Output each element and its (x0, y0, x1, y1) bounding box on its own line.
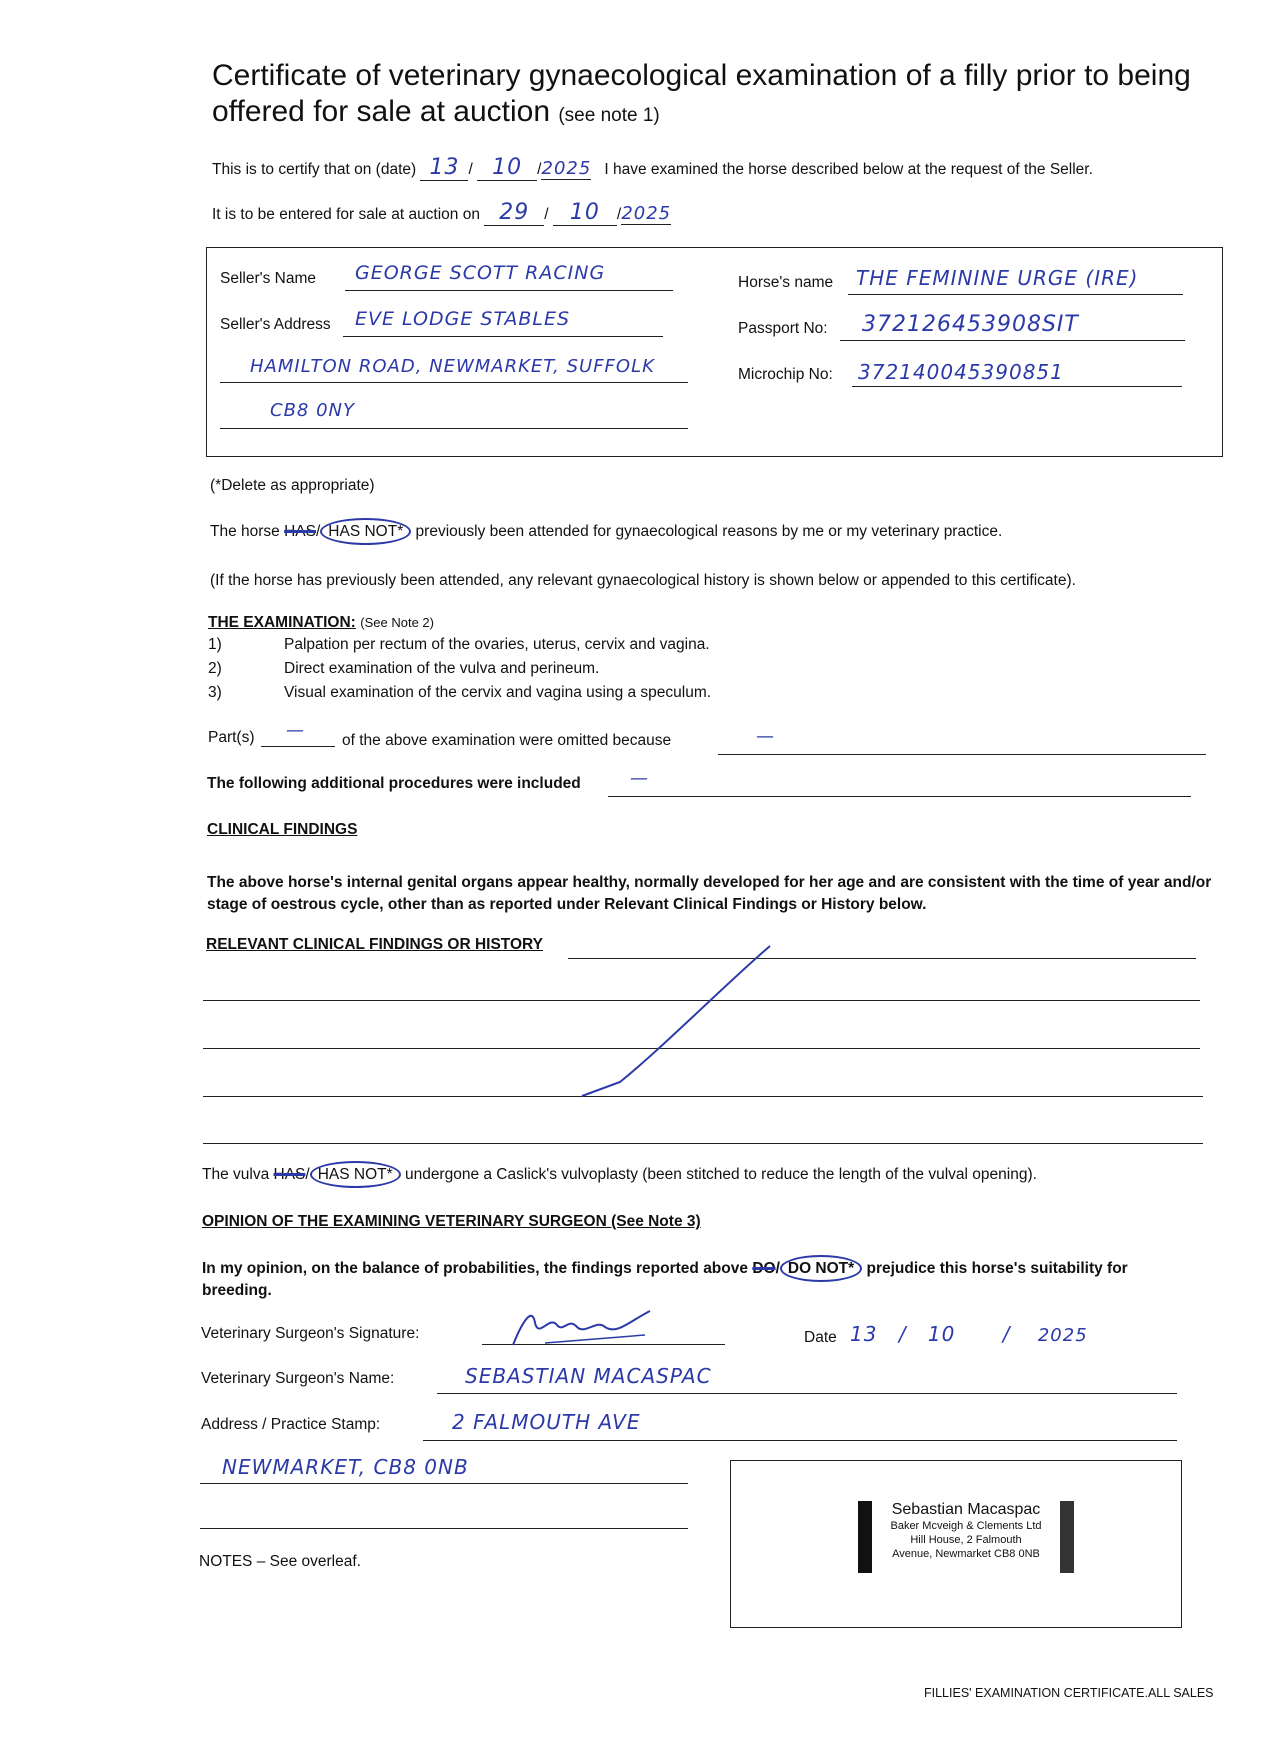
vulva-has-option[interactable]: HAS (273, 1166, 306, 1183)
title-text: Certificate of veterinary gynaecological examination of a filly prior to being offered for sale at auction (212, 59, 1191, 128)
vulva-has-not-option[interactable]: HAS NOT* (310, 1161, 401, 1188)
parts-label: Part(s) (208, 729, 255, 746)
date-label: Date (804, 1329, 837, 1346)
surgeon-name-label: Veterinary Surgeon's Name: (201, 1370, 395, 1387)
additional-value[interactable]: — (630, 768, 649, 789)
surgeon-address-line1[interactable]: 2 FALMOUTH AVE (452, 1410, 641, 1434)
horse-name-value[interactable]: THE FEMININE URGE (IRE) (856, 266, 1139, 290)
vulva-line: The vulva HAS/ HAS NOT* undergone a Caslick's vulvoplasty (been stitched to reduce the length of the vulval opening). (202, 1166, 1232, 1184)
seller-address-line3[interactable]: CB8 0NY (270, 400, 356, 421)
horse-name-label: Horse's name (738, 274, 834, 291)
findings-line[interactable] (203, 1143, 1203, 1144)
examination-heading: THE EXAMINATION: (See Note 2) (208, 614, 434, 631)
stamp-name: Sebastian Macaspac (891, 1501, 1041, 1518)
microchip-label: Microchip No: (738, 366, 833, 383)
exam-item: 2) Direct examination of the vulva and perineum. (208, 660, 600, 677)
stamp-line1: Baker Mcveigh & Clements Ltd (890, 1520, 1042, 1532)
page-title (212, 58, 1232, 134)
attended-line: The horse HAS/ HAS NOT* previously been attended for gynaecological reasons by me or my veterinary practice. (210, 523, 1230, 541)
clinical-statement: The above horse's internal genital organs appear healthy, normally developed for her age and are consistent with the time of year and/or stage of oestrous cycle, other than as reported under Relevant Clinical Findings or History below. (207, 874, 1212, 913)
clinical-heading: CLINICAL FINDINGS (207, 821, 358, 838)
history-note: (If the horse has previously been attended, any relevant gynaecological history is shown below or appended to this certificate). (210, 572, 1076, 589)
surgeon-address-line2[interactable]: NEWMARKET, CB8 0NB (222, 1455, 469, 1479)
practice-stamp (858, 1501, 1074, 1573)
auction-prefix: It is to be entered for sale at auction on (212, 206, 480, 223)
surgeon-address-label: Address / Practice Stamp: (201, 1416, 381, 1433)
attended-has-not-option[interactable]: HAS NOT* (320, 518, 411, 545)
seller-address-line2[interactable]: HAMILTON ROAD, NEWMARKET, SUFFOLK (250, 356, 655, 377)
title-note: (see note 1) (558, 105, 660, 126)
notes: NOTES – See overleaf. (199, 1553, 361, 1570)
stamp-line3: Avenue, Newmarket CB8 0NB (892, 1548, 1040, 1560)
auction-day[interactable]: 29 (484, 200, 544, 226)
parts-value[interactable]: — (286, 720, 305, 741)
delete-note: (*Delete as appropriate) (210, 477, 375, 494)
exam-item: 3) Visual examination of the cervix and vagina using a speculum. (208, 684, 712, 701)
seller-name-label: Seller's Name (220, 270, 316, 287)
certify-line: This is to certify that on (date) 13 / 10 /2025 I have examined the horse described below at the request of the Seller. (212, 155, 1093, 180)
opinion-do-option[interactable]: DO (752, 1260, 776, 1277)
opinion-heading: OPINION OF THE EXAMINING VETERINARY SURGEON (See Note 3) (202, 1213, 701, 1230)
seller-name-value[interactable]: GEORGE SCOTT RACING (355, 262, 606, 284)
auction-line: It is to be entered for sale at auction on 29 / 10 /2025 (212, 200, 672, 225)
signature-label: Veterinary Surgeon's Signature: (201, 1325, 420, 1342)
signature-icon[interactable] (505, 1305, 655, 1350)
attended-has-option[interactable]: HAS (284, 523, 316, 540)
stamp-line2: Hill House, 2 Falmouth (910, 1534, 1022, 1546)
auction-year[interactable]: 2025 (621, 203, 672, 224)
auction-month[interactable]: 10 (553, 200, 617, 226)
exam-month[interactable]: 10 (477, 155, 537, 181)
certify-suffix: I have examined the horse described below at the request of the Seller. (604, 161, 1093, 178)
seller-address-label: Seller's Address (220, 316, 331, 333)
exam-year[interactable]: 2025 (541, 158, 592, 179)
footer: FILLIES' EXAMINATION CERTIFICATE.ALL SALES (924, 1686, 1214, 1700)
additional-label: The following additional procedures were included (207, 775, 581, 792)
signature-date[interactable]: 13 / 10 / 2025 (850, 1322, 1088, 1346)
passport-value[interactable]: 372126453908SIT (862, 312, 1079, 337)
opinion-statement: In my opinion, on the balance of probabilities, the findings reported above DO/ DO NOT* prejudice this horse's suitability for breeding. (202, 1258, 1232, 1302)
passport-label: Passport No: (738, 320, 828, 337)
nil-strike-icon (570, 940, 780, 1100)
surgeon-name-value[interactable]: SEBASTIAN MACASPAC (465, 1364, 712, 1388)
microchip-value[interactable]: 372140045390851 (858, 360, 1064, 384)
certify-prefix: This is to certify that on (date) (212, 161, 417, 178)
omitted-reason-value[interactable]: — (756, 726, 775, 747)
parts-mid: of the above examination were omitted because (342, 732, 672, 749)
exam-item: 1) Palpation per rectum of the ovaries, uterus, cervix and vagina. (208, 636, 710, 653)
relevant-findings-heading: RELEVANT CLINICAL FINDINGS OR HISTORY (206, 936, 543, 953)
exam-day[interactable]: 13 (420, 155, 468, 181)
opinion-do-not-option[interactable]: DO NOT* (780, 1255, 862, 1282)
seller-address-line1[interactable]: EVE LODGE STABLES (355, 308, 571, 330)
